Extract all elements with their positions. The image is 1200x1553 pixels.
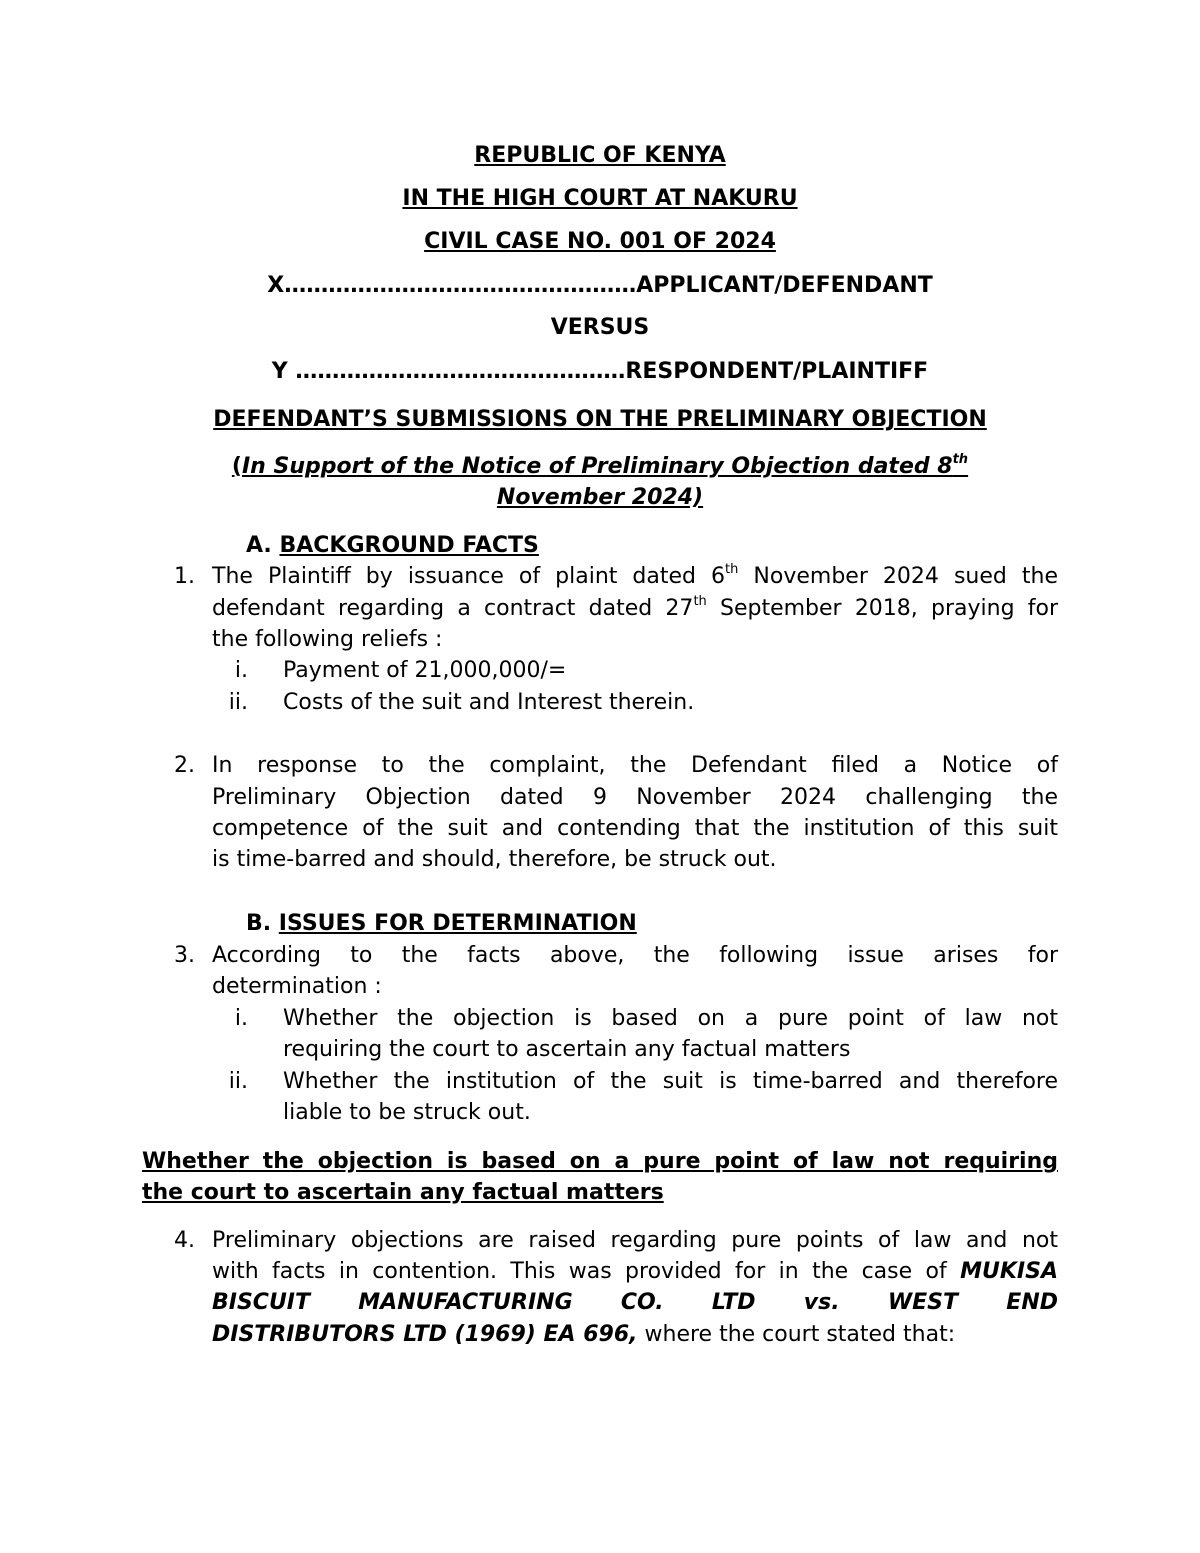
item-3-number: 3. (174, 943, 195, 968)
item-3-line-1: According to the facts above, the following issue arises for (212, 943, 1058, 968)
versus-label: VERSUS (550, 315, 650, 340)
item-2-line-2: Preliminary Objection dated 9 November 2024 challenging the (212, 785, 1058, 810)
section-b-letter: B. (246, 911, 279, 936)
item-1-line-3: the following reliefs : (212, 627, 443, 652)
issue-2-line-1: Whether the institution of the suit is time-barred and therefore (283, 1069, 1058, 1094)
subtitle-paren: ( (231, 454, 242, 479)
subtitle-line-1: In Support of the Notice of Preliminary Objection dated 8 (241, 454, 953, 479)
section-a-title: BACKGROUND FACTS (279, 533, 539, 558)
section-b-title: ISSUES FOR DETERMINATION (278, 911, 637, 936)
party-y-name: Y (271, 359, 296, 384)
party-y-line (0, 356, 1200, 388)
relief-2-number: ii. (228, 690, 248, 715)
item-1-text-a: The Plaintiff by issuance of plaint dated 6 (212, 564, 726, 589)
party-x-role: APPLICANT/DEFENDANT (636, 273, 933, 298)
item-1-sup-b: th (693, 593, 707, 609)
item-4-text-b: where the court stated that: (637, 1322, 956, 1347)
relief-2-text: Costs of the suit and Interest therein. (283, 690, 695, 715)
item-4-line-4 (212, 1319, 1058, 1350)
item-1-number: 1. (174, 564, 195, 589)
item-4-text-a: with facts in contention. This was provided for in the case of (212, 1259, 961, 1284)
document-subtitle (0, 451, 1200, 483)
item-4-line-2 (212, 1256, 1058, 1287)
item-1-line-1 (212, 561, 1058, 592)
item-1-text-d: September 2018, praying for (706, 596, 1059, 621)
section-a-heading (246, 530, 539, 561)
item-2-line-1: In response to the complaint, the Defendant filed a Notice of (212, 753, 1058, 778)
issue-1-line-2: requiring the court to ascertain any factual matters (283, 1037, 851, 1062)
party-x-name: X (267, 273, 285, 298)
party-y-dots: ……………………………………… (295, 359, 626, 384)
relief-1-number: i. (234, 658, 248, 683)
case-citation: DISTRIBUTORS LTD (1969) EA 696, (212, 1322, 638, 1347)
item-2-line-3: competence of the suit and contending that the institution of this suit (212, 816, 1058, 841)
document-title: DEFENDANT’S SUBMISSIONS ON THE PRELIMINARY OBJECTION (213, 407, 987, 432)
subtitle-line-2: November 2024) (496, 485, 704, 510)
item-1-text-c: defendant regarding a contract dated 27 (212, 596, 694, 621)
section-a-letter: A. (246, 533, 280, 558)
party-x-line (0, 270, 1200, 302)
issue-heading-line-2: the court to ascertain any factual matters (142, 1180, 664, 1205)
item-4-line-1: Preliminary objections are raised regarding pure points of law and not (212, 1228, 1058, 1253)
item-4-number: 4. (174, 1228, 195, 1253)
case-number: CIVIL CASE NO. 001 OF 2024 (424, 229, 776, 254)
item-2-number: 2. (174, 753, 195, 778)
republic-heading: REPUBLIC OF KENYA (474, 143, 726, 168)
issue-2-line-2: liable to be struck out. (283, 1100, 531, 1125)
issue-1-line-1: Whether the objection is based on a pure point of law not (283, 1006, 1058, 1031)
section-b-heading (246, 908, 637, 939)
issue-2-number: ii. (228, 1069, 248, 1094)
party-x-dots: ………………………………………… (284, 273, 637, 298)
issue-heading-line-1: Whether the objection is based on a pure point of law not requiring (142, 1149, 1058, 1174)
item-1-line-2 (212, 593, 1058, 624)
item-1-text-b: November 2024 sued the (738, 564, 1058, 589)
subtitle-sup: th (952, 451, 969, 467)
relief-1-text: Payment of 21,000,000/= (283, 658, 567, 683)
issue-1-number: i. (234, 1006, 248, 1031)
case-name-part-2: BISCUIT MANUFACTURING CO. LTD vs. WEST END (212, 1290, 1058, 1315)
item-3-line-2: determination : (212, 974, 382, 999)
case-name-part-1: MUKISA (960, 1259, 1058, 1284)
item-1-sup-a: th (725, 561, 739, 577)
item-2-line-4: is time-barred and should, therefore, be struck out. (212, 847, 777, 872)
party-y-role: RESPONDENT/PLAINTIFF (625, 359, 929, 384)
court-heading: IN THE HIGH COURT AT NAKURU (402, 186, 798, 211)
